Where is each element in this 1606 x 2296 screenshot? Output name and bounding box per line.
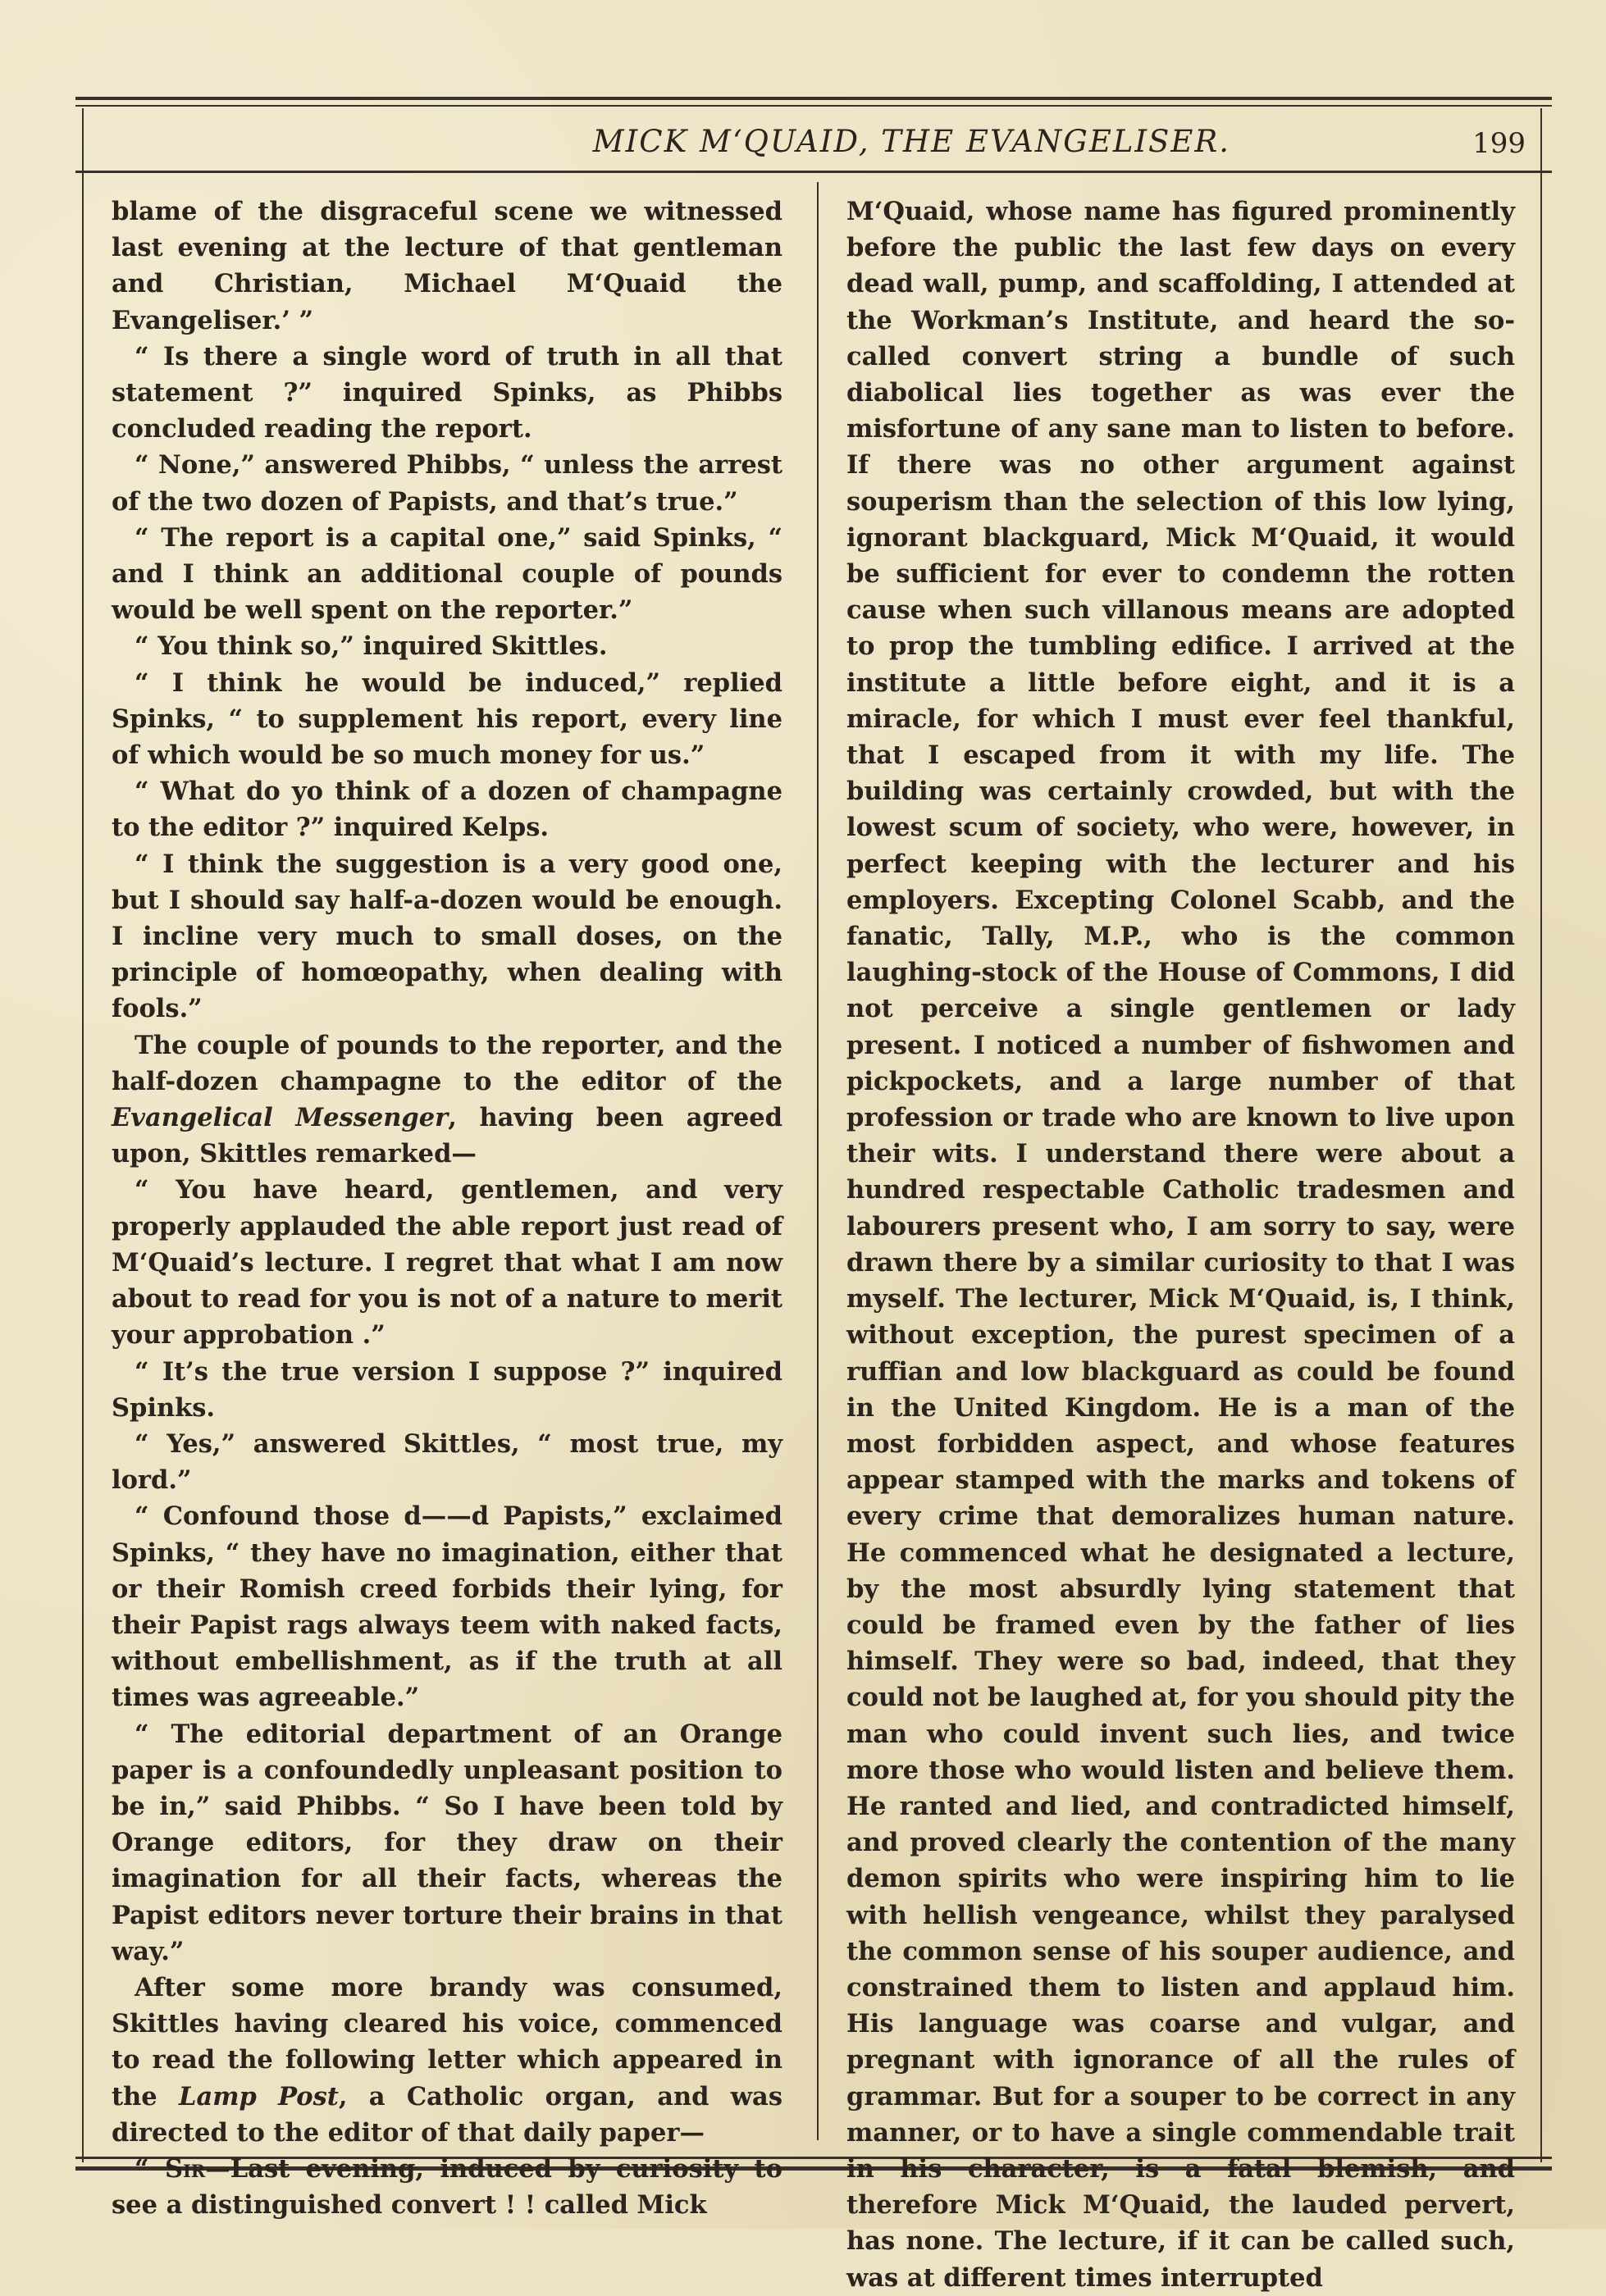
running-title: MICK M‘QUAID, THE EVANGELISER. <box>592 124 1230 159</box>
page-number: 199 <box>1472 127 1526 160</box>
paragraph <box>112 2151 782 2223</box>
paragraph-text: , having been agreed upon, Skittles remarked— <box>112 1103 783 1169</box>
publication-title: Evangelical Messenger <box>112 1103 449 1133</box>
paragraph: “ None,” answered Phibbs, “ unless the arrest of the two dozen of Papists, and that’s true.” <box>112 450 782 517</box>
paragraph: “ You have heard, gentlemen, and very properly applauded the able report just read of M‘Quaid’s lecture. I regret that what I am now about to read for you is not of a nature to merit your approbation .” <box>112 1175 782 1351</box>
left-column <box>112 194 783 2221</box>
left-border <box>82 108 84 2162</box>
paragraph-text: After some more brandy was consumed, Skittles having cleared his voice, commenced to read the following letter which appeared in the <box>112 1972 782 2112</box>
top-rule-thin <box>75 105 1552 107</box>
paragraph: “ I think he would be induced,” replied Spinks, “ to supplement his report, every line of which would be so much money for us.” <box>112 667 782 771</box>
paragraph-text: —Last evening, induced by curiosity to see a distinguished convert ! ! called Mick <box>112 2153 782 2221</box>
top-rule <box>75 97 1552 100</box>
header-rule <box>75 171 1552 173</box>
paragraph: “ It’s the true version I suppose ?” inquired Spinks. <box>112 1356 782 1423</box>
salutation: “ Sir <box>135 2153 206 2184</box>
column-divider <box>817 182 819 2140</box>
paragraph: “ You think so,” inquired Skittles. <box>135 631 608 662</box>
paragraph: “ I think the suggestion is a very good one, but I should say half-a-dozen would be enough. I incline very much to small doses, on the principle of homœopathy, when dealing with fools.” <box>112 849 782 1024</box>
paragraph: “ The report is a capital one,” said Spinks, “ and I think an additional couple of pounds would be well spent on the reporter.” <box>112 522 782 626</box>
paragraph: “ The editorial department of an Orange paper is a confoundedly unpleasant position to be in,” said Phibbs. “ So I have been told by Orange editors, for they draw on their imagination for all their facts, whereas the Papist editors never torture their brains in that way.” <box>112 1719 782 1966</box>
publication-title: Lamp Post <box>179 2081 339 2112</box>
paragraph: “ Is there a single word of truth in all that statement ?” inquired Spinks, as Phibbs concluded reading the report. <box>112 341 782 444</box>
paragraph: M‘Quaid, whose name has figured prominently before the public the last few days on every dead wall, pump, and scaffolding, I attended at the Workman’s Institute, and heard the so-called convert string a bundle of such diabolical lies together as was ever the misfortune of any sane man to listen to before. If there was no other argument against souperism than the selection of this low lying, ignorant blackguard, Mick M‘Quaid, it would be sufficient for ever to condemn the rotten cause when such villanous means are adopted to prop the tumbling edifice. I arrived at the institute a little before eight, and it is a miracle, for which I must ever feel thankful, that I escaped from it with my life. The building was certainly crowded, but with the lowest scum of society, who were, however, in perfect keeping with the lecturer and his employers. Excepting Colonel Scabb, and the fanatic, Tally, M.P., who is the common laughing-stock of the House of Commons, I did not perceive a single gentlemen or lady present. I noticed a number of fishwomen and pickpockets, and a large number of that profession or trade who are known to live upon their wits. I understand there were about a hundred respectable Catholic tradesmen and labourers present who, I am sorry to say, were drawn there by a similar curiosity to that I was myself. The lecturer, Mick M‘Quaid, is, I think, without exception, the purest specimen of a ruffian and low blackguard as could be found in the United Kingdom. He is a man of the most forbidden aspect, and whose features appear stamped with the marks and tokens of every crime that demoralizes human nature. He commenced what he designated a lecture, by the most absurdly lying statement that could be framed even by the father of lies himself. They were so bad, indeed, that they could not be laughed at, for you should pity the man who could invent such lies, and twice more those who would listen and believe them. He ranted and lied, and contradicted himself, and proved clearly the contention of the many demon spirits who were inspiring him to lie with hellish vengeance, whilst they paralysed the common sense of his souper audience, and constrained them to listen and applaud him. His language was coarse and vulgar, and pregnant with ignorance of all the rules of grammar. But for a souper to be correct in any manner, or to have a single commendable trait in his character, is a fatal blemish, and therefore Mick M‘Quaid, the lauded pervert, has none. The lecture, if it can be called such, was at different times interrupted <box>846 197 1515 2293</box>
paragraph <box>112 1027 782 1173</box>
paragraph: “ Yes,” answered Skittles, “ most true, my lord.” <box>112 1428 782 1496</box>
paragraph: “ What do yo think of a dozen of champagne to the editor ?” inquired Kelps. <box>112 777 782 843</box>
right-column <box>846 194 1515 2293</box>
paragraph-text: , a Catholic organ, and was directed to the editor of that daily paper— <box>112 2081 782 2148</box>
paragraph <box>112 1970 782 2151</box>
paragraph-text: The couple of pounds to the reporter, and the half-dozen champagne to the editor of the <box>112 1030 782 1096</box>
right-border <box>1540 108 1542 2162</box>
paragraph: “ Confound those d——d Papists,” exclaimed Spinks, “ they have no imagination, either that or their Romish creed forbids their lying, for their Papist rags always teem with naked facts, without embellishment, as if the truth at all times was agreeable.” <box>112 1501 782 1713</box>
paragraph: blame of the disgraceful scene we witnessed last evening at the lecture of that gentleman and Christian, Michael M‘Quaid the Evangeliser.’ ” <box>112 197 782 335</box>
